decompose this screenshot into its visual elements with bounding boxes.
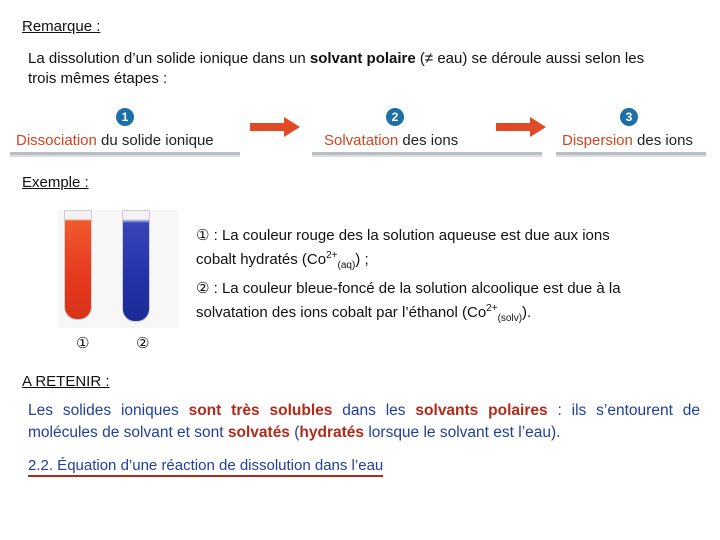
- blue-tube: [122, 210, 150, 322]
- remarque-line-1: [28, 49, 708, 69]
- text-segment: (≠ eau) se déroule aussi selon les: [415, 50, 645, 67]
- emphasis-text: solvatés: [227, 424, 290, 441]
- remarque-heading: Remarque :: [22, 18, 101, 35]
- solvant-polaire-bold: solvant polaire: [309, 50, 416, 67]
- note-2: [196, 279, 684, 329]
- note-1: [196, 226, 684, 276]
- emphasis-text: solvants polaires: [415, 402, 548, 419]
- emphasis-text: hydratés: [299, 424, 365, 441]
- note-marker: ①: [196, 227, 210, 244]
- stage-key: Dissociation: [16, 132, 97, 149]
- text-segment: ) ;: [355, 251, 369, 268]
- note-2-line-2: [196, 299, 684, 329]
- stage-label: [324, 132, 458, 149]
- text-segment: solvatation des ions cobalt par l’éthanol (Co: [196, 304, 487, 321]
- stage-number-badge: 2: [386, 108, 404, 126]
- red-tube: [64, 210, 92, 320]
- note-1-line-1: [196, 226, 684, 246]
- text-segment: : ils s’entourent de: [547, 402, 700, 419]
- subscript: (solv): [497, 313, 523, 324]
- text-segment: molécules de solvant et sont: [28, 424, 228, 441]
- superscript: 2+: [486, 303, 498, 314]
- stage-dispersion: [556, 104, 706, 155]
- stage-rest: des ions: [398, 132, 459, 149]
- tube-label-1: ①: [76, 335, 90, 352]
- tube-label-2: ②: [136, 335, 150, 352]
- stage-key: Solvatation: [324, 132, 399, 149]
- remarque-paragraph: [28, 49, 708, 89]
- stage-label: [16, 132, 214, 149]
- emphasis-text: sont très solubles: [188, 402, 333, 419]
- remarque-line-2: trois mêmes étapes :: [28, 70, 168, 87]
- arrow-right-icon: [250, 116, 302, 138]
- text-segment: : La couleur rouge des la solution aqueuse est due aux ions: [209, 227, 610, 244]
- text-segment: La dissolution d’un solide ionique dans un: [28, 50, 310, 67]
- stage-number-badge: 1: [116, 108, 134, 126]
- arrow-right-icon: [496, 116, 548, 138]
- text-segment: (: [289, 424, 300, 441]
- text-segment: : La couleur bleue-foncé de la solution alcoolique est due à la: [209, 280, 621, 297]
- subscript: (aq): [337, 260, 356, 271]
- retenir-paragraph: [28, 400, 700, 444]
- stage-number-badge: 3: [620, 108, 638, 126]
- stage-rest: des ions: [632, 132, 693, 149]
- text-segment: ).: [522, 304, 532, 321]
- stage-dissociation: [10, 104, 240, 155]
- stage-key: Dispersion: [562, 132, 633, 149]
- retenir-line-1: [28, 400, 700, 422]
- text-segment: dans les: [332, 402, 416, 419]
- stage-label: [562, 132, 693, 149]
- test-tubes-image: [58, 210, 178, 328]
- section-2-2-link[interactable]: 2.2. Équation d’une réaction de dissolution dans l’eau: [28, 457, 383, 477]
- note-2-line-1: [196, 279, 684, 299]
- text-segment: Les solides ioniques: [28, 402, 189, 419]
- note-marker: ②: [196, 280, 210, 297]
- retenir-line-2: [28, 422, 700, 444]
- note-1-line-2: [196, 246, 684, 276]
- text-segment: cobalt hydratés (Co: [196, 251, 327, 268]
- exemple-heading: Exemple :: [22, 174, 89, 191]
- stage-rest: du solide ionique: [96, 132, 214, 149]
- superscript: 2+: [326, 250, 338, 261]
- text-segment: lorsque le solvant est l’eau).: [364, 424, 561, 441]
- retenir-heading: A RETENIR :: [22, 373, 110, 390]
